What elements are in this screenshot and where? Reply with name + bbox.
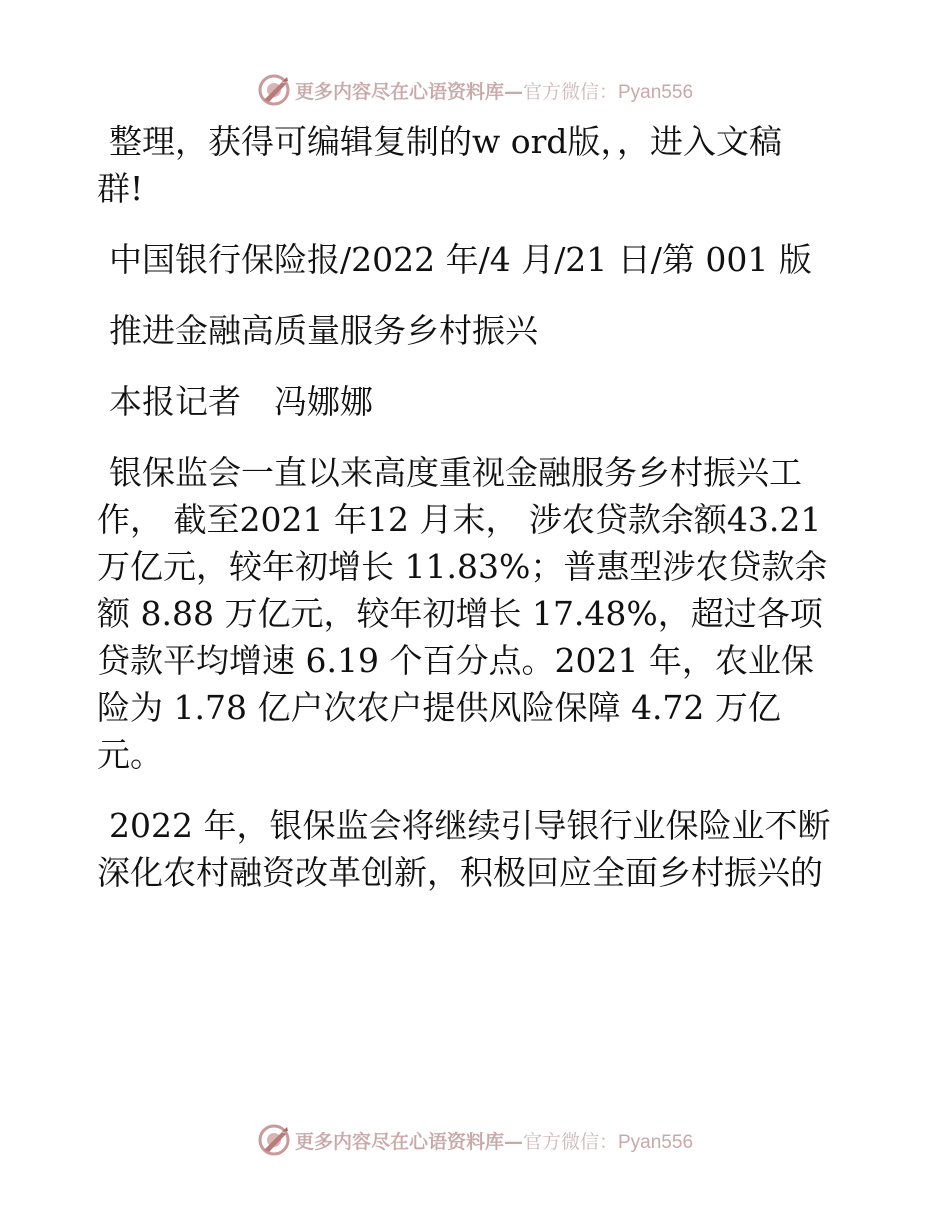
watermark-library-text: 更多内容尽在心语资料库— (294, 1130, 523, 1153)
body-paragraph-2 (97, 802, 857, 896)
pen-logo-icon (257, 73, 291, 107)
paragraph1-line-7: 元。 (97, 735, 163, 774)
source-text: 中国银行保险报/2022 年/4 月/21 日/第 001 版 (109, 240, 812, 279)
byline-text: 本报记者 冯娜娜 (109, 382, 373, 421)
headline (97, 307, 857, 354)
byline (97, 378, 857, 425)
watermark-wechat-label: 官方微信： (522, 1130, 618, 1153)
intro-line-2: 群! (97, 169, 144, 208)
watermark-wechat-label: 官方微信： (522, 80, 618, 103)
paragraph2-line-1: 2022 年，银保监会将继续引导银行业保险业不断 (109, 806, 831, 845)
footer-watermark (0, 1120, 950, 1160)
intro-paragraph (97, 118, 857, 212)
watermark-text (295, 77, 693, 104)
paragraph1-line-2: 作， 截至2021 年12 月末， 涉农贷款余额43.21 (97, 500, 822, 539)
paragraph1-line-1: 银保监会一直以来高度重视金融服务乡村振兴工 (109, 453, 802, 492)
watermark-wechat-id: Pyan556 (618, 1131, 694, 1153)
source-line (97, 236, 857, 283)
intro-line-1: 整理，获得可编辑复制的w ord版，，进入文稿 (109, 122, 783, 161)
watermark-text (295, 1127, 693, 1154)
paragraph1-line-3: 万亿元，较年初增长 11.83%；普惠型涉农贷款余 (97, 547, 828, 586)
headline-text: 推进金融高质量服务乡村振兴 (109, 311, 538, 350)
watermark-library-text: 更多内容尽在心语资料库— (294, 80, 523, 103)
header-watermark (0, 70, 950, 110)
paragraph1-line-5: 贷款平均增速 6.19 个百分点。2021 年，农业保 (97, 641, 814, 680)
pen-logo-icon (257, 1123, 291, 1157)
watermark-wechat-id: Pyan556 (618, 81, 694, 103)
body-paragraph-1 (97, 449, 857, 778)
paragraph2-line-2: 深化农村融资改革创新，积极回应全面乡村振兴的 (97, 853, 823, 892)
paragraph1-line-6: 险为 1.78 亿户次农户提供风险保障 4.72 万亿 (97, 688, 781, 727)
paragraph1-line-4: 额 8.88 万亿元，较年初增长 17.48%，超过各项 (97, 594, 823, 633)
document-body (97, 118, 857, 896)
